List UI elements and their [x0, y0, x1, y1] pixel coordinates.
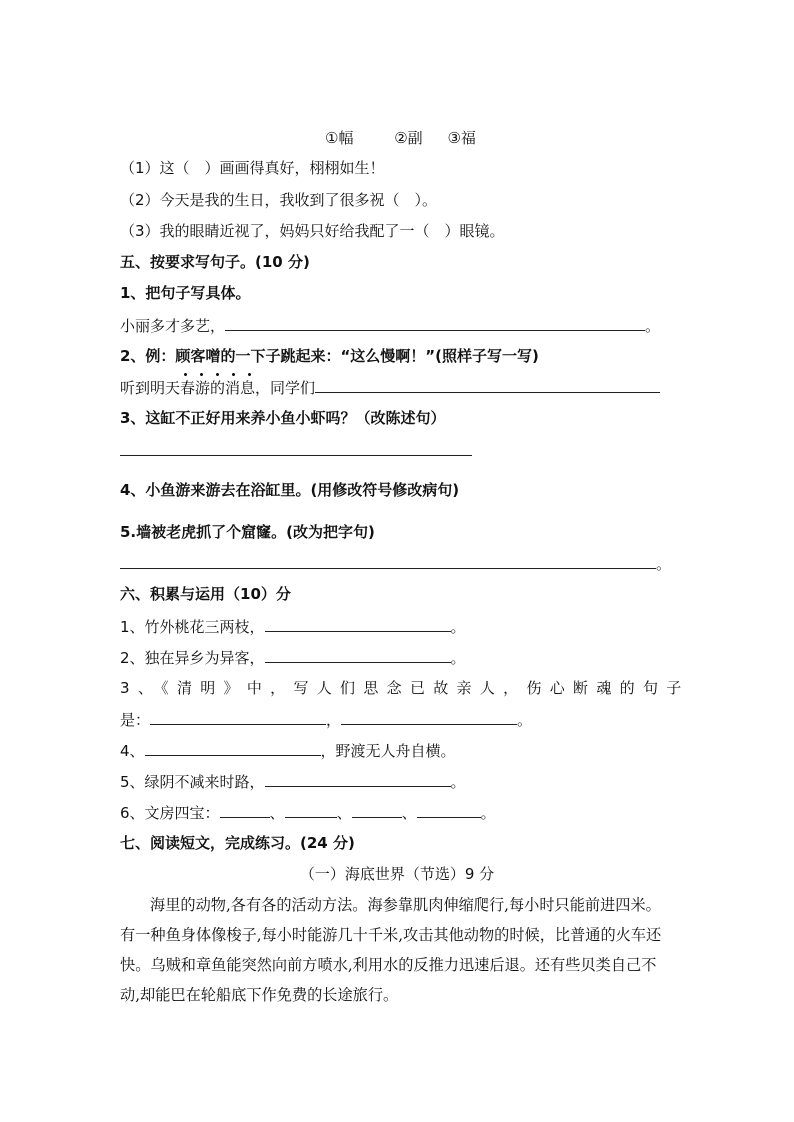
s6-line-2 — [120, 647, 466, 668]
s6-l5-text: 5、绿阴不减来时路， — [120, 773, 265, 791]
answer-blank[interactable] — [417, 802, 481, 818]
answer-blank[interactable] — [315, 377, 660, 393]
s6-l2-end: 。 — [450, 649, 466, 667]
s6-l3-sep: ， — [326, 711, 342, 729]
choice-c: ③福 — [447, 129, 476, 147]
q4-line-1: （1）这（ ）画画得真好，栩栩如生！ — [120, 159, 385, 177]
s6-l6-text: 6、文房四宝： — [120, 804, 220, 822]
answer-blank[interactable] — [265, 771, 451, 787]
section-5-title: 五、按要求写句子。(10 分) — [120, 253, 310, 271]
answer-blank[interactable] — [285, 802, 337, 818]
q4-line-2: （2）今天是我的生日，我收到了很多祝（ ）。 — [120, 191, 438, 209]
s6-l1-text: 1、竹外桃花三两枝， — [120, 618, 265, 636]
s5-q3-title: 3、这缸不正好用来养小鱼小虾吗？（改陈述句） — [120, 409, 446, 427]
emphasis-dots — [178, 364, 258, 370]
s5-q1-end: 。 — [645, 317, 661, 335]
section-7-title: 七、阅读短文，完成练习。(24 分) — [120, 834, 355, 852]
s6-l3b-text: 是： — [120, 711, 151, 729]
s6-l4-rest: ，野渡无人舟自横。 — [320, 742, 456, 760]
s6-l1-end: 。 — [450, 618, 466, 636]
s6-line-1 — [120, 616, 466, 637]
s6-l5-end: 。 — [450, 773, 466, 791]
answer-blank[interactable] — [352, 802, 402, 818]
s6-l6-sep-2: 、 — [336, 804, 352, 822]
s5-q5-line — [120, 553, 671, 574]
answer-blank[interactable] — [341, 709, 517, 725]
passage-line-2: 有一种鱼身体像梭子,每小时能游几十千米,攻击其他动物的时候，比普通的火车还 — [120, 926, 662, 944]
s6-line-3: 3、《清明》中，写人们思念已故亲人，伤心断魂的句子 — [120, 679, 690, 697]
s6-l4-text: 4、 — [120, 742, 145, 760]
answer-blank[interactable] — [145, 740, 321, 756]
s5-q1-text: 小丽多才多艺， — [120, 317, 226, 335]
s6-line-4 — [120, 740, 456, 761]
s5-q2-text: 听到明天春游的消息，同学们 — [120, 379, 316, 397]
s6-l2-text: 2、独在异乡为异客， — [120, 649, 265, 667]
s6-l6-end: 。 — [480, 804, 496, 822]
s6-line-3b — [120, 709, 532, 730]
passage-line-3: 快。乌贼和章鱼能突然向前方喷水,利用水的反推力迅速后退。还有些贝类自己不 — [120, 956, 657, 974]
passage-title: （一）海底世界（节选）9 分 — [299, 865, 495, 883]
s5-q5-title: 5.墙被老虎抓了个窟窿。(改为把字句) — [120, 523, 375, 541]
s5-q2-line — [120, 377, 660, 398]
s6-l6-sep-1: 、 — [269, 804, 285, 822]
choice-a: ①幅 — [325, 129, 354, 147]
answer-blank[interactable] — [265, 616, 451, 632]
answer-blank[interactable] — [225, 315, 645, 331]
s5-q2-title-text: 2、例：顾客噌的一下子跳起来：“这么慢啊！”(照样子写一写) — [120, 347, 539, 365]
answer-blank[interactable] — [120, 440, 472, 456]
choice-b: ②副 — [394, 129, 423, 147]
answer-blank[interactable] — [150, 709, 326, 725]
s5-q1-line — [120, 315, 660, 336]
s6-line-6 — [120, 802, 496, 823]
q4-line-3: （3）我的眼睛近视了，妈妈只好给我配了一（ ）眼镜。 — [120, 222, 505, 240]
answer-blank[interactable] — [120, 553, 656, 569]
s5-q1-title: 1、把句子写具体。 — [120, 284, 251, 302]
answer-blank[interactable] — [265, 647, 451, 663]
choice-row — [325, 128, 476, 148]
section-6-title: 六、积累与运用（10）分 — [120, 585, 291, 603]
passage-line-1: 海里的动物,各有各的活动方法。海参靠肌肉伸缩爬行,每小时只能前进四米。 — [150, 896, 661, 914]
s6-l6-sep-3: 、 — [401, 804, 417, 822]
s5-q5-end: 。 — [656, 555, 672, 573]
s5-q4-title: 4、小鱼游来游去在浴缸里。(用修改符号修改病句) — [120, 481, 460, 499]
answer-blank[interactable] — [220, 802, 270, 818]
s5-q2-title — [120, 346, 539, 366]
s6-l3-end: 。 — [517, 711, 533, 729]
s6-line-5 — [120, 771, 466, 792]
passage-line-4: 动,却能巴在轮船底下作免费的长途旅行。 — [120, 986, 399, 1004]
